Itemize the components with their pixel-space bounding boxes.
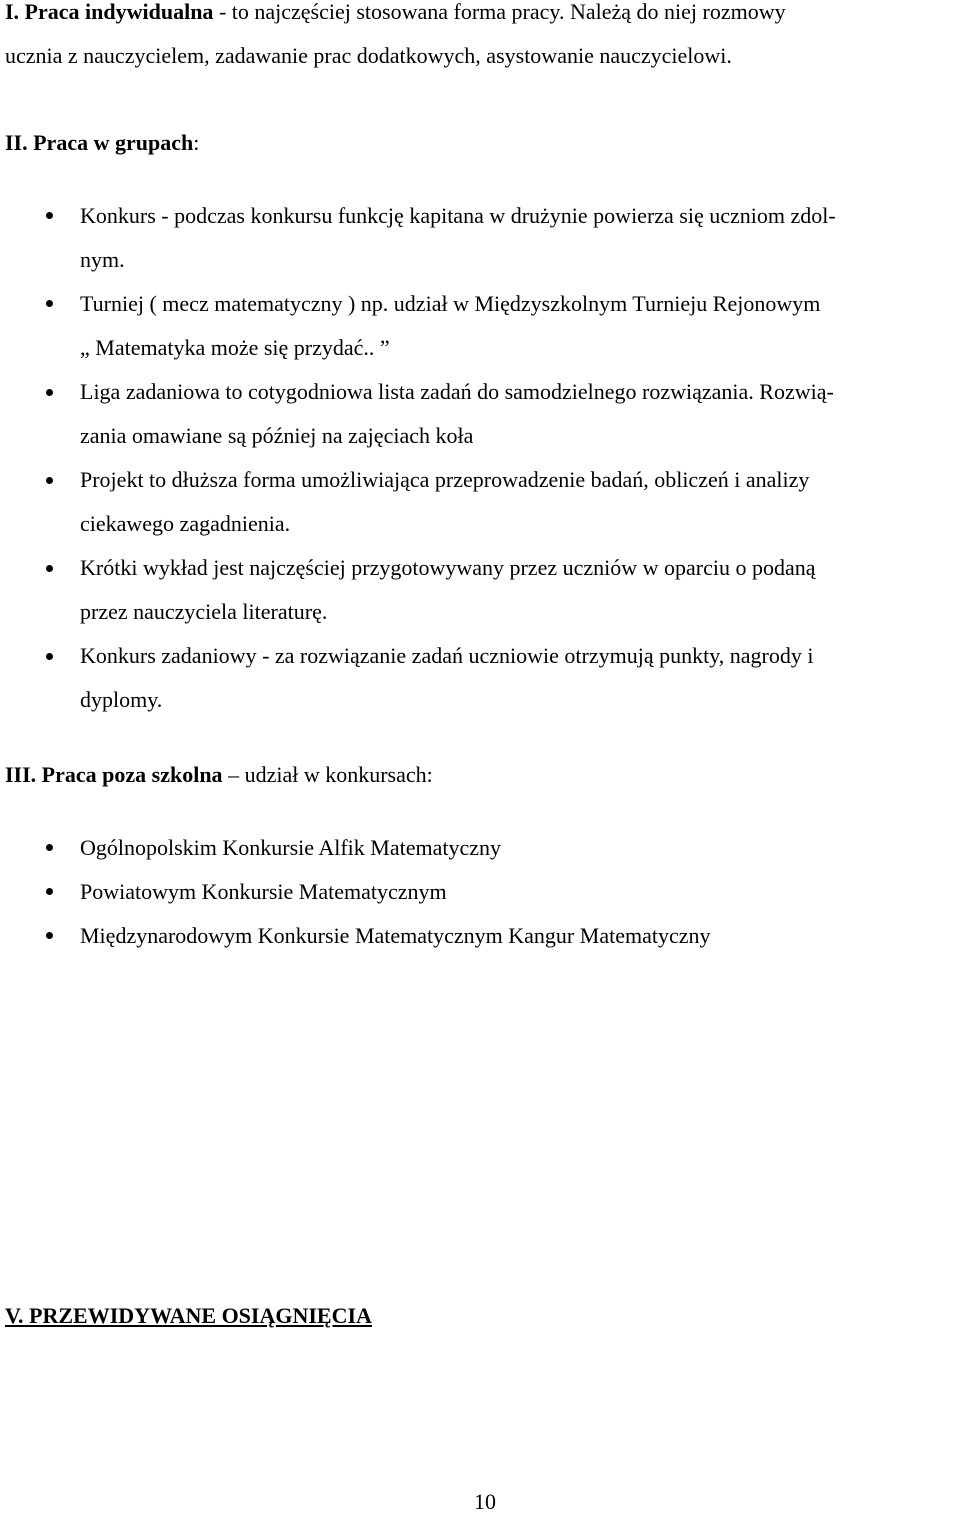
- list-item-line: Konkurs - podczas konkursu funkcję kapitana w drużynie powierza się uczniom zdol-: [80, 203, 836, 228]
- section-iii-heading-line: [5, 762, 433, 788]
- bullet-icon: [46, 932, 53, 939]
- list-item-line: Międzynarodowym Konkursie Matematycznym Kangur Matematyczny: [80, 923, 711, 948]
- section-iii-text: – udział w konkursach:: [222, 762, 433, 787]
- section-ii-heading: II. Praca w grupach: [5, 130, 194, 155]
- list-item-line: Powiatowym Konkursie Matematycznym: [80, 879, 447, 904]
- list-item-line: Turniej ( mecz matematyczny ) np. udział w Międzyszkolnym Turnieju Rejonowym: [80, 291, 821, 316]
- page-number: 10: [474, 1489, 496, 1514]
- section-iii-heading: III. Praca poza szkolna: [5, 762, 223, 787]
- list-item-line: Projekt to dłuższa forma umożliwiająca przeprowadzenie badań, obliczeń i analizy: [80, 467, 810, 492]
- list-item-line: ciekawego zagadnienia.: [80, 511, 291, 536]
- list-item-line: Konkurs zadaniowy - za rozwiązanie zadań uczniowie otrzymują punkty, nagrody i: [80, 643, 814, 668]
- list-item-line: Ogólnopolskim Konkursie Alfik Matematyczny: [80, 835, 501, 860]
- list-item-line: Krótki wykład jest najczęściej przygotowywany przez uczniów w oparciu o podaną: [80, 555, 816, 580]
- bullet-icon: [46, 844, 53, 851]
- section-i-line2: ucznia z nauczycielem, zadawanie prac dodatkowych, asystowanie nauczycielowi.: [5, 43, 732, 68]
- list-item-line: nym.: [80, 247, 125, 272]
- bullet-icon: [46, 477, 53, 484]
- bullet-icon: [46, 888, 53, 895]
- bullet-icon: [46, 389, 53, 396]
- bullet-icon: [46, 653, 53, 660]
- bullet-icon: [46, 300, 53, 307]
- section-i-line1: [5, 0, 786, 25]
- section-v-heading: V. PRZEWIDYWANE OSIĄGNIĘCIA: [5, 1303, 372, 1328]
- list-item-line: zania omawiane są później na zajęciach koła: [80, 423, 474, 448]
- list-item-line: Liga zadaniowa to cotygodniowa lista zadań do samodzielnego rozwiązania. Rozwią-: [80, 379, 834, 404]
- section-i-text: - to najczęściej stosowana forma pracy. Należą do niej rozmowy: [213, 0, 786, 24]
- section-ii-heading-line: [5, 130, 199, 156]
- section-i-heading: I. Praca indywidualna: [5, 0, 214, 24]
- bullet-icon: [46, 212, 53, 219]
- list-item-line: przez nauczyciela literaturę.: [80, 599, 328, 624]
- list-item-line: dyplomy.: [80, 687, 163, 712]
- bullet-icon: [46, 565, 53, 572]
- list-item-line: „ Matematyka może się przydać.. ”: [80, 335, 390, 360]
- section-ii-colon: :: [193, 130, 200, 155]
